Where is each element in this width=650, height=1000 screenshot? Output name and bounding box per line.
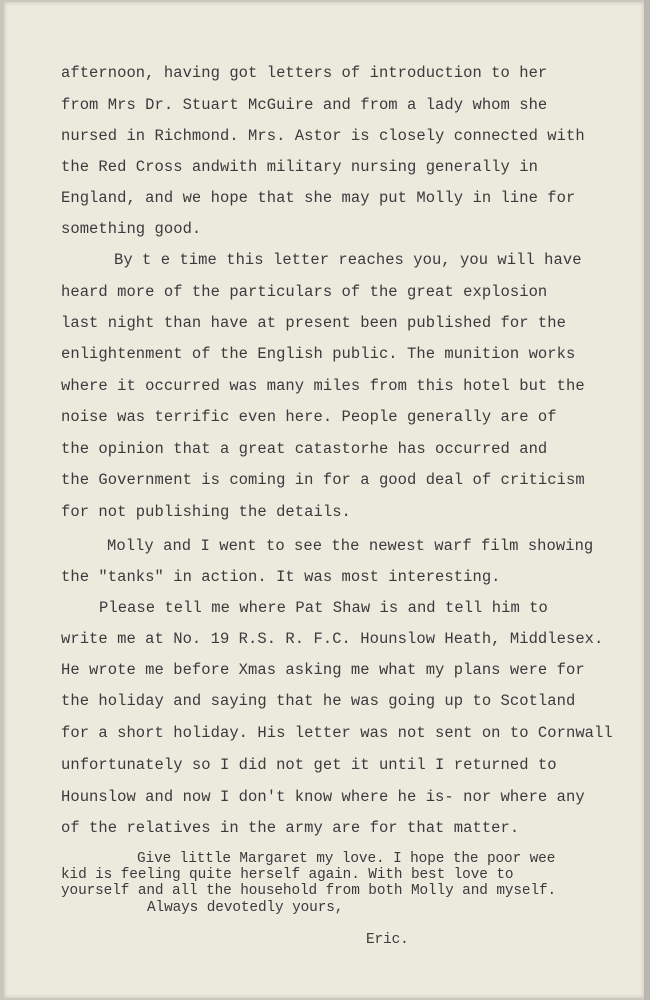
letter-line-5: England, and we hope that she may put Molly in line for xyxy=(61,189,576,207)
letter-line-1: afternoon, having got letters of introduction to her xyxy=(61,64,548,82)
page-edge-shadow xyxy=(644,0,650,1000)
letter-line-4: the Red Cross andwith military nursing generally in xyxy=(61,158,538,176)
letter-line-11: where it occurred was many miles from this hotel but the xyxy=(61,377,585,395)
letter-line-18: Please tell me where Pat Shaw is and tell him to xyxy=(99,599,548,617)
letter-line-13: the opinion that a great catastorhe has occurred and xyxy=(61,440,548,458)
letter-line-16: Molly and I went to see the newest warf film showing xyxy=(107,537,594,555)
letter-signature: Eric. xyxy=(366,932,409,948)
letter-line-12: noise was terrific even here. People generally are of xyxy=(61,408,557,426)
letter-line-25: of the relatives in the army are for that matter. xyxy=(61,819,520,837)
letter-line-22: for a short holiday. His letter was not sent on to Cornwall xyxy=(61,724,613,742)
letter-page xyxy=(4,2,644,998)
letter-line-9: last night than have at present been published for the xyxy=(61,314,566,332)
letter-closing: Always devotedly yours, xyxy=(147,900,344,916)
letter-line-14: the Government is coming in for a good deal of criticism xyxy=(61,471,585,489)
letter-line-3: nursed in Richmond. Mrs. Astor is closely connected with xyxy=(61,127,585,145)
letter-line-26: Give little Margaret my love. I hope the poor wee xyxy=(137,851,556,867)
letter-line-17: the "tanks" in action. It was most interesting. xyxy=(61,568,501,586)
letter-line-10: enlightenment of the English public. The munition works xyxy=(61,345,576,363)
letter-line-2: from Mrs Dr. Stuart McGuire and from a lady whom she xyxy=(61,96,548,114)
letter-line-19: write me at No. 19 R.S. R. F.C. Hounslow Heath, Middlesex. xyxy=(61,630,604,648)
letter-line-24: Hounslow and now I don't know where he is- nor where any xyxy=(61,788,585,806)
letter-line-6: something good. xyxy=(61,220,202,238)
letter-line-27: kid is feeling quite herself again. With best love to xyxy=(61,867,514,883)
letter-line-23: unfortunately so I did not get it until I returned to xyxy=(61,756,557,774)
letter-line-20: He wrote me before Xmas asking me what my plans were for xyxy=(61,661,585,679)
letter-line-8: heard more of the particulars of the great explosion xyxy=(61,283,548,301)
letter-line-15: for not publishing the details. xyxy=(61,503,351,521)
letter-line-7: By t e time this letter reaches you, you will have xyxy=(114,251,582,269)
letter-line-21: the holiday and saying that he was going up to Scotland xyxy=(61,692,576,710)
letter-line-28: yourself and all the household from both Molly and myself. xyxy=(61,883,557,899)
